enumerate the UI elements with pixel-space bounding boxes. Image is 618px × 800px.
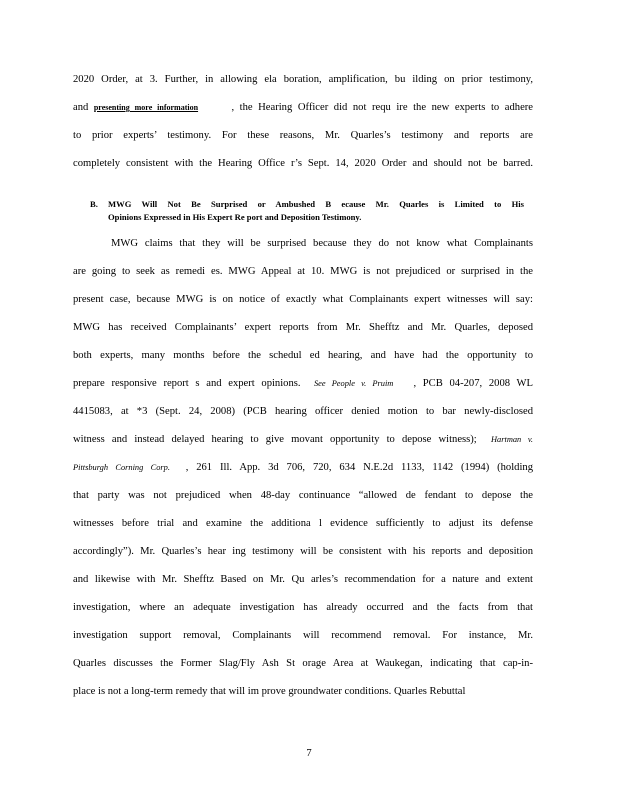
section-heading: Opinions Expressed in His Expert Re port and Deposition Testimony.: [108, 212, 362, 222]
case-citation: Pittsburgh Corning Corp.: [73, 463, 170, 472]
text-fragment: , the Hearing Officer did not requ ire the new experts to adhere: [231, 102, 533, 113]
text-line: [73, 101, 533, 115]
text-fragment: prepare responsive report s and expert opinions.: [73, 378, 301, 389]
text-line: and likewise with Mr. Shefftz Based on Mr. Qu arles’s recommendation for a nature and extent: [73, 574, 533, 585]
text-line: that party was not prejudiced when 48-day continuance “allowed de fendant to depose the: [73, 490, 533, 501]
text-line: to prior experts’ testimony. For these reasons, Mr. Quarles’s testimony and reports are: [73, 130, 533, 141]
text-line: [73, 433, 533, 447]
section-heading: MWG Will Not Be Surprised or Ambushed B ecause Mr. Quarles is Limited to His: [108, 199, 524, 209]
case-citation: See People v. Pruim: [313, 379, 394, 388]
text-line: place is not a long-term remedy that will im prove groundwater conditions. Quarles Rebuttal: [73, 686, 466, 697]
case-citation: Hartman v.: [491, 435, 534, 444]
text-line: [73, 461, 533, 475]
text-line: completely consistent with the Hearing Office r’s Sept. 14, 2020 Order and should not be barred.: [73, 158, 533, 169]
page-number: 7: [306, 748, 312, 759]
underlined-phrase: presenting more information: [93, 103, 199, 112]
text-line: witnesses before trial and examine the additiona l evidence sufficiently to adjust its defense: [73, 518, 533, 529]
text-line: [73, 377, 533, 391]
text-fragment: and: [73, 102, 89, 113]
text-line: accordingly”). Mr. Quarles’s hear ing testimony will be consistent with his reports and deposition: [73, 546, 533, 557]
text-line: present case, because MWG is on notice of exactly what Complainants expert witnesses will say:: [73, 294, 533, 305]
section-marker: B.: [90, 199, 98, 209]
text-line: 4415083, at *3 (Sept. 24, 2008) (PCB hearing officer denied motion to bar newly-disclosed: [73, 406, 533, 417]
text-line: MWG has received Complainants’ expert reports from Mr. Shefftz and Mr. Quarles, deposed: [73, 322, 533, 333]
text-line: Quarles discusses the Former Slag/Fly Ash St orage Area at Waukegan, indicating that cap-in-: [73, 658, 533, 669]
text-fragment: , PCB 04-207, 2008 WL: [413, 378, 534, 389]
text-fragment: , 261 Ill. App. 3d 706, 720, 634 N.E.2d 1133, 1142 (1994) (holding: [185, 462, 534, 473]
text-line: investigation support removal, Complainants will recommend removal. For instance, Mr.: [73, 630, 533, 641]
text-line: investigation, where an adequate investigation has already occurred and the facts from that: [73, 602, 533, 613]
text-line: both experts, many months before the schedul ed hearing, and have had the opportunity to: [73, 350, 533, 361]
text-line: 2020 Order, at 3. Further, in allowing ela boration, amplification, bu ilding on prior testimony,: [73, 74, 533, 85]
text-line: are going to seek as remedi es. MWG Appeal at 10. MWG is not prejudiced or surprised in the: [73, 266, 533, 277]
text-fragment: witness and instead delayed hearing to give movant opportunity to depose witness);: [73, 434, 477, 445]
text-line: MWG claims that they will be surprised because they do not know what Complainants: [111, 238, 533, 249]
